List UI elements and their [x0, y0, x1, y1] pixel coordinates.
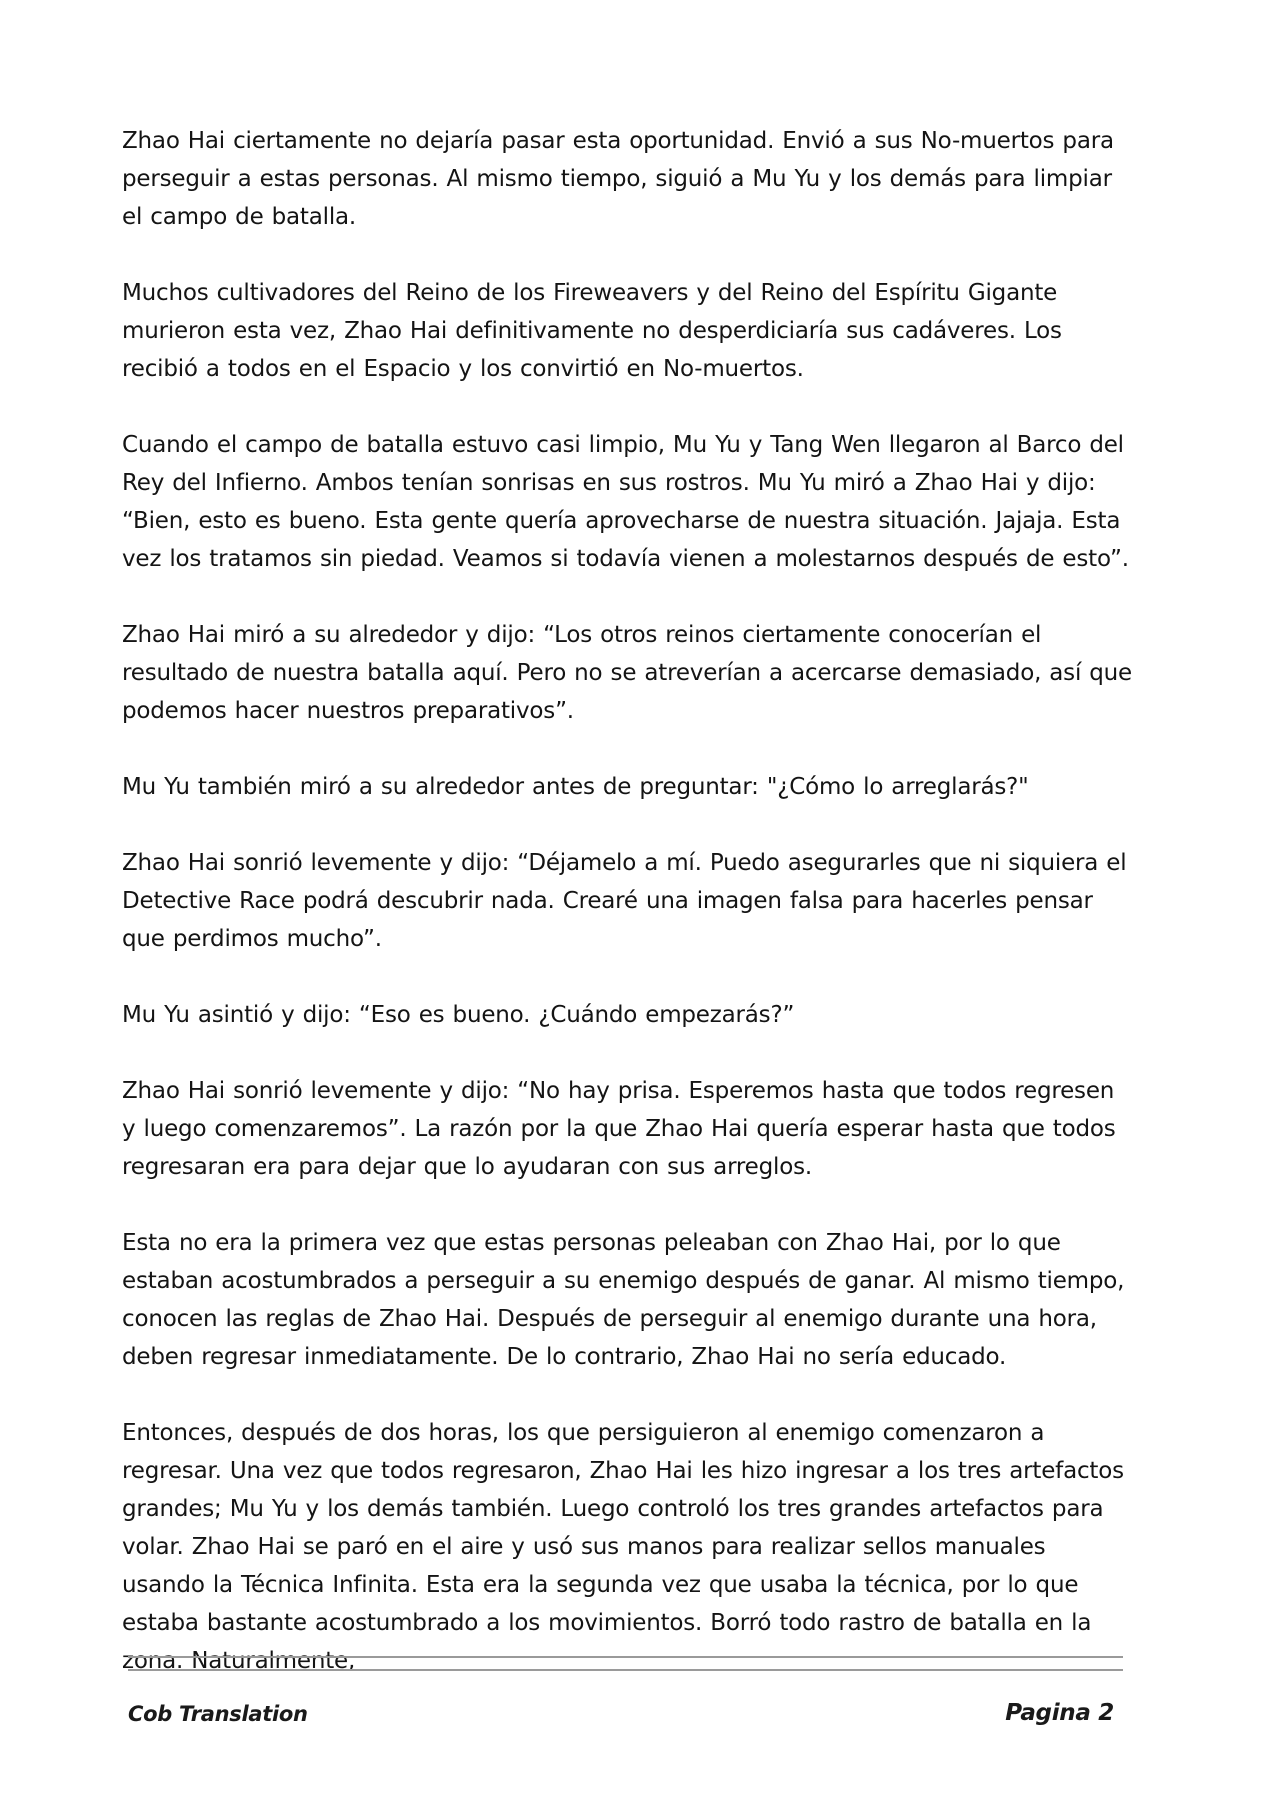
paragraph: Cuando el campo de batalla estuvo casi limpio, Mu Yu y Tang Wen llegaron al Barco del Rey del Infierno. Ambos tenían sonrisas en sus rostros. Mu Yu miró a Zhao Hai y dijo: “Bien, esto es bueno. Esta gente quería aprovecharse de nuestra situación. Jajaja. Esta vez los tratamos sin piedad. Veamos si todavía vienen a molestarnos después de esto”.	[122, 432, 1129, 572]
paragraph: Esta no era la primera vez que estas personas peleaban con Zhao Hai, por lo que estaban acostumbrados a perseguir a su enemigo después de ganar. Al mismo tiempo, conocen las reglas de Zhao Hai. Después de perseguir al enemigo durante una hora, deben regresar inmediatamente. De lo contrario, Zhao Hai no sería educado.	[122, 1230, 1125, 1370]
footer-rule-bottom	[128, 1669, 1123, 1671]
paragraph: Zhao Hai sonrió levemente y dijo: “Déjamelo a mí. Puedo asegurarles que ni siquiera el Detective Race podrá descubrir nada. Crearé una imagen falsa para hacerles pensar que perdimos mucho”.	[122, 850, 1127, 952]
paragraph: Zhao Hai ciertamente no dejaría pasar esta oportunidad. Envió a sus No-muertos para perseguir a estas personas. Al mismo tiempo, siguió a Mu Yu y los demás para limpiar el campo de batalla.	[122, 128, 1114, 230]
paragraph: Mu Yu asintió y dijo: “Eso es bueno. ¿Cuándo empezarás?”	[122, 1002, 795, 1028]
paragraph: Zhao Hai miró a su alrededor y dijo: “Los otros reinos ciertamente conocerían el resultado de nuestra batalla aquí. Pero no se atreverían a acercarse demasiado, así que podemos hacer nuestros preparativos”.	[122, 622, 1132, 724]
paragraph: Muchos cultivadores del Reino de los Fireweavers y del Reino del Espíritu Gigante murieron esta vez, Zhao Hai definitivamente no desperdiciaría sus cadáveres. Los recibió a todos en el Espacio y los convirtió en No-muertos.	[122, 280, 1062, 382]
footer-divider	[128, 1656, 1123, 1671]
page-number: Pagina 2	[1005, 1700, 1114, 1726]
paragraph: Entonces, después de dos horas, los que persiguieron al enemigo comenzaron a regresar. Una vez que todos regresaron, Zhao Hai les hizo ingresar a los tres artefactos grandes; Mu Yu y los demás también. Luego controló los tres grandes artefactos para volar. Zhao Hai se paró en el aire y usó sus manos para realizar sellos manuales usando la Técnica Infinita. Esta era la segunda vez que usaba la técnica, por lo que estaba bastante acostumbrado a los movimientos. Borró todo rastro de batalla en la zona. Naturalmente,	[122, 1420, 1124, 1674]
paragraph: Mu Yu también miró a su alrededor antes de preguntar: "¿Cómo lo arreglarás?"	[122, 774, 1029, 800]
footer-rule-top	[128, 1656, 1123, 1658]
footer-credit: Cob Translation	[128, 1702, 308, 1726]
paragraph: Zhao Hai sonrió levemente y dijo: “No hay prisa. Esperemos hasta que todos regresen y luego comenzaremos”. La razón por la que Zhao Hai quería esperar hasta que todos regresaran era para dejar que lo ayudaran con sus arreglos.	[122, 1078, 1116, 1180]
body-text	[122, 122, 1132, 1718]
